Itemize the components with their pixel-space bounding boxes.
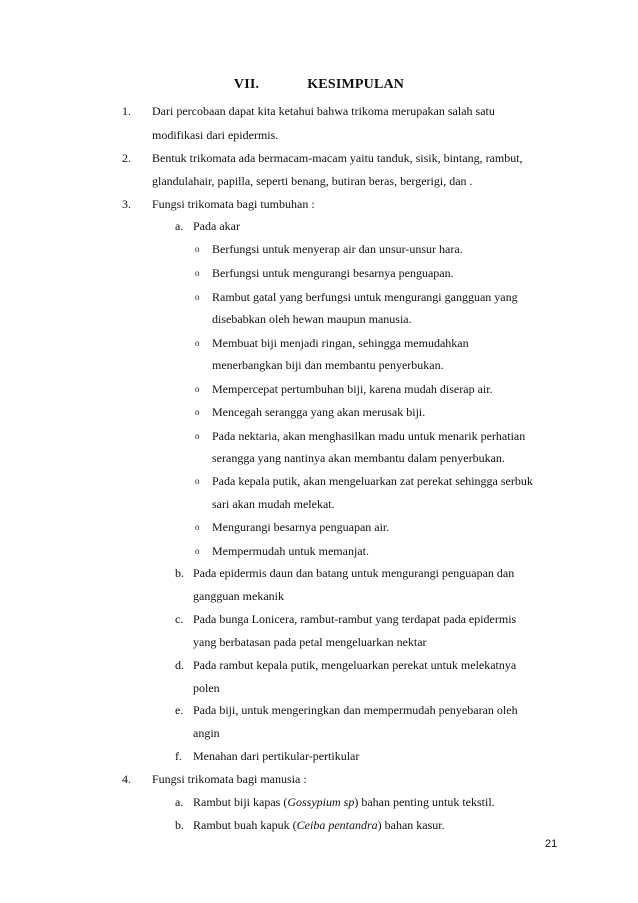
bullet-text: sari akan mudah melekat.	[212, 497, 335, 511]
subitem-text: angin	[193, 726, 220, 740]
bullet-marker: o	[195, 292, 200, 302]
item-number: 2.	[122, 151, 131, 165]
bullet-marker: o	[195, 546, 200, 556]
item-text: Fungsi trikomata bagi manusia :	[152, 772, 307, 786]
page-number: 21	[545, 838, 558, 850]
chapter-title: KESIMPULAN	[307, 77, 405, 92]
subitem-letter: a.	[175, 219, 184, 233]
subitem-letter: d.	[175, 658, 184, 672]
bullet-marker: o	[195, 338, 200, 348]
item-text: Dari percobaan dapat kita ketahui bahwa trikoma merupakan salah satu	[152, 104, 495, 118]
item-text: Fungsi trikomata bagi tumbuhan :	[152, 197, 315, 211]
subitem-letter: b.	[175, 818, 184, 832]
bullet-text: Pada nektaria, akan menghasilkan madu untuk menarik perhatian	[212, 429, 526, 443]
item-number: 4.	[122, 772, 131, 786]
bullet-text: Mempermudah untuk memanjat.	[212, 544, 369, 558]
bullet-text: Rambut gatal yang berfungsi untuk mengurangi gangguan yang	[212, 290, 518, 304]
subitem-text: gangguan mekanik	[193, 589, 284, 603]
subitem-text: polen	[193, 681, 220, 695]
item-text: Bentuk trikomata ada bermacam-macam yaitu tanduk, sisik, bintang, rambut,	[152, 151, 523, 165]
subitem-text: Pada biji, untuk mengeringkan dan mempermudah penyebaran oleh	[193, 703, 518, 717]
bullet-text: Mempercepat pertumbuhan biji, karena mudah diserap air.	[212, 382, 493, 396]
bullet-text: Mencegah serangga yang akan merusak biji.	[212, 405, 426, 419]
subitem-text: yang berbatasan pada petal mengeluarkan nektar	[193, 635, 427, 649]
bullet-marker: o	[195, 407, 200, 417]
bullet-text: menerbangkan biji dan membantu penyerbukan.	[212, 358, 444, 372]
bullet-text: Pada kepala putik, akan mengeluarkan zat perekat sehingga serbuk	[212, 474, 533, 488]
bullet-marker: o	[195, 522, 200, 532]
bullet-text: Berfungsi untuk mengurangi besarnya penguapan.	[212, 266, 454, 280]
item-text: glandulahair, papilla, seperti benang, butiran beras, bergerigi, dan .	[152, 174, 473, 188]
chapter-number: VII.	[233, 77, 260, 92]
bullet-marker: o	[195, 384, 200, 394]
subitem-text: Pada rambut kepala putik, mengeluarkan perekat untuk melekatnya	[193, 658, 517, 672]
subitem-letter: e.	[175, 703, 184, 717]
bullet-text: disebabkan oleh hewan maupun manusia.	[212, 312, 412, 326]
subitem-letter: f.	[175, 749, 182, 763]
subitem-text: Pada epidermis daun dan batang untuk mengurangi penguapan dan	[193, 566, 515, 580]
item-number: 1.	[122, 104, 131, 118]
bullet-marker: o	[195, 476, 200, 486]
subitem-text: Pada akar	[193, 219, 240, 233]
bullet-text: serangga yang nantinya akan membantu dalam penyerbukan.	[212, 451, 505, 465]
bullet-marker: o	[195, 431, 200, 441]
subitem-text: Rambut biji kapas (Gossypium sp) bahan penting untuk tekstil.	[193, 795, 495, 809]
bullet-text: Membuat biji menjadi ringan, sehingga memudahkan	[212, 336, 469, 350]
species-name: Gossypium sp	[287, 795, 355, 809]
bullet-marker: o	[195, 244, 200, 254]
bullet-marker: o	[195, 268, 200, 278]
subitem-letter: a.	[175, 795, 184, 809]
item-number: 3.	[122, 197, 131, 211]
subitem-letter: b.	[175, 566, 184, 580]
subitem-text: Rambut buah kapuk (Ceiba pentandra) bahan kasur.	[193, 818, 445, 832]
item-text: modifikasi dari epidermis.	[152, 128, 279, 142]
subitem-letter: c.	[175, 612, 184, 626]
subitem-text: Pada bunga Lonicera, rambut-rambut yang terdapat pada epidermis	[193, 612, 517, 626]
page-title	[0, 77, 638, 93]
bullet-text: Berfungsi untuk menyerap air dan unsur-unsur hara.	[212, 242, 463, 256]
bullet-text: Mengurangi besarnya penguapan air.	[212, 520, 390, 534]
subitem-text: Menahan dari pertikular-pertikular	[193, 749, 360, 763]
species-name: Ceiba pentandra	[296, 818, 378, 832]
